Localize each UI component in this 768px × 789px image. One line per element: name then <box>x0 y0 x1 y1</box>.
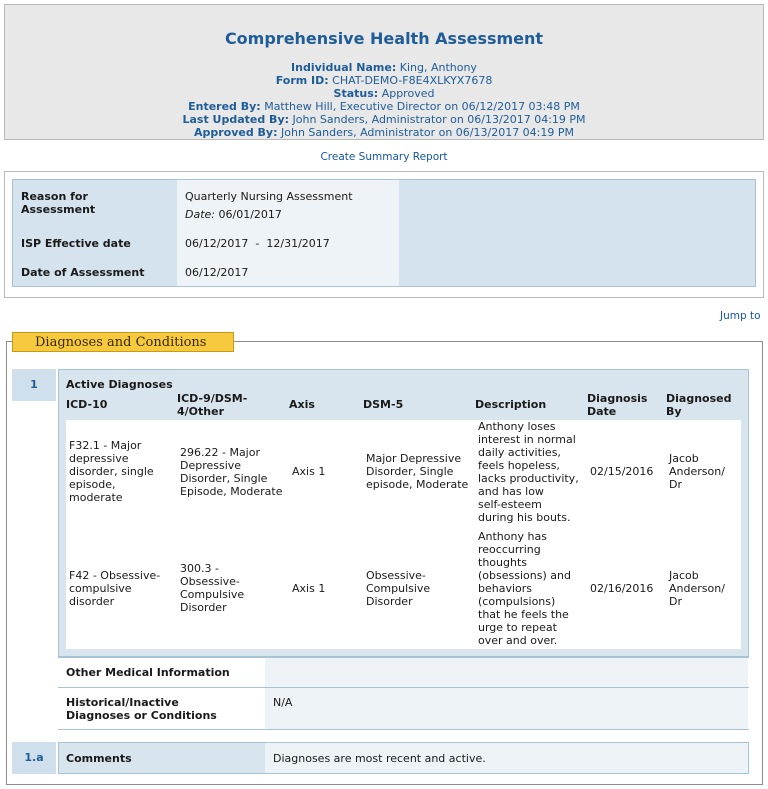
row2-diagnosis-date: 02/16/2016 <box>590 582 654 595</box>
reason-value: Quarterly Nursing Assessment <box>185 190 353 203</box>
isp-effective-label: ISP Effective date <box>21 237 131 250</box>
historical-value-cell <box>265 688 748 729</box>
form-header <box>4 4 764 140</box>
date-of-assessment-value: 06/12/2017 <box>185 266 249 279</box>
col-icd10: ICD-10 <box>66 398 108 411</box>
page-title: Comprehensive Health Assessment <box>224 29 544 48</box>
comments-number: 1.a <box>12 742 56 774</box>
approved-by-line: Approved By: John Sanders, Administrator on 06/13/2017 04:19 PM <box>193 126 575 139</box>
comments-label: Comments <box>66 752 132 765</box>
row2-description: Anthony has reoccurring thoughts (obsessions) and behaviors (compulsions) that he feels the urge to repeat over and over. <box>478 530 571 647</box>
reason-date: Date: 06/01/2017 <box>185 208 282 221</box>
row2-axis: Axis 1 <box>292 582 326 595</box>
col-description: Description <box>475 398 547 411</box>
individual-name-line: Individual Name: King, Anthony <box>291 61 477 74</box>
row1-icd10: F32.1 - Major depressive disorder, single episode, moderate <box>69 439 154 504</box>
assessment-info-box <box>4 171 764 298</box>
col-diagnosis-date: Diagnosis Date <box>587 392 648 418</box>
section-title-tab: Diagnoses and Conditions <box>12 332 234 352</box>
comments-value: Diagnoses are most recent and active. <box>273 752 486 765</box>
other-medical-value-cell <box>265 658 748 687</box>
col-axis: Axis <box>289 398 315 411</box>
active-diagnoses-title: Active Diagnoses <box>66 378 173 391</box>
jump-to-link[interactable]: Jump to <box>720 310 761 322</box>
form-id-line: Form ID: CHAT-DEMO-F8E4XLKYX7678 <box>275 74 493 87</box>
create-summary-report-link[interactable]: Create Summary Report <box>320 151 448 163</box>
last-updated-line: Last Updated By: John Sanders, Administrator on 06/13/2017 04:19 PM <box>182 113 586 126</box>
assessment-info-panel <box>12 179 756 287</box>
row2-diagnosed-by: Jacob Anderson/ Dr <box>669 569 725 608</box>
row2-icd9: 300.3 - Obsessive- Compulsive Disorder <box>180 562 245 614</box>
col-dsm5: DSM-5 <box>363 398 404 411</box>
other-medical-label: Other Medical Information <box>66 666 230 679</box>
row1-diagnosed-by: Jacob Anderson/ Dr <box>669 452 725 491</box>
date-of-assessment-label: Date of Assessment <box>21 266 145 279</box>
entered-by-line: Entered By: Matthew Hill, Executive Director on 06/12/2017 03:48 PM <box>188 100 580 113</box>
status-line: Status: Approved <box>333 87 435 100</box>
col-diagnosed-by: Diagnosed By <box>666 392 732 418</box>
isp-effective-value: 06/12/2017 - 12/31/2017 <box>185 237 330 250</box>
item-number: 1 <box>12 369 56 401</box>
col-icd9: ICD-9/DSM- 4/Other <box>177 392 248 418</box>
row1-icd9: 296.22 - Major Depressive Disorder, Single Episode, Moderate <box>180 446 283 498</box>
historical-value: N/A <box>273 696 293 709</box>
row1-description: Anthony loses interest in normal daily activities, feels hopeless, lacks productivity, and has low self-esteem during his bouts. <box>478 420 579 524</box>
row2-icd10: F42 - Obsessive- compulsive disorder <box>69 569 161 608</box>
row1-diagnosis-date: 02/15/2016 <box>590 465 654 478</box>
reason-label: Reason for Assessment <box>21 190 96 216</box>
row1-dsm5: Major Depressive Disorder, Single episode, Moderate <box>366 452 469 491</box>
row1-axis: Axis 1 <box>292 465 326 478</box>
historical-label: Historical/Inactive Diagnoses or Conditions <box>66 696 217 722</box>
row2-dsm5: Obsessive- Compulsive Disorder <box>366 569 431 608</box>
